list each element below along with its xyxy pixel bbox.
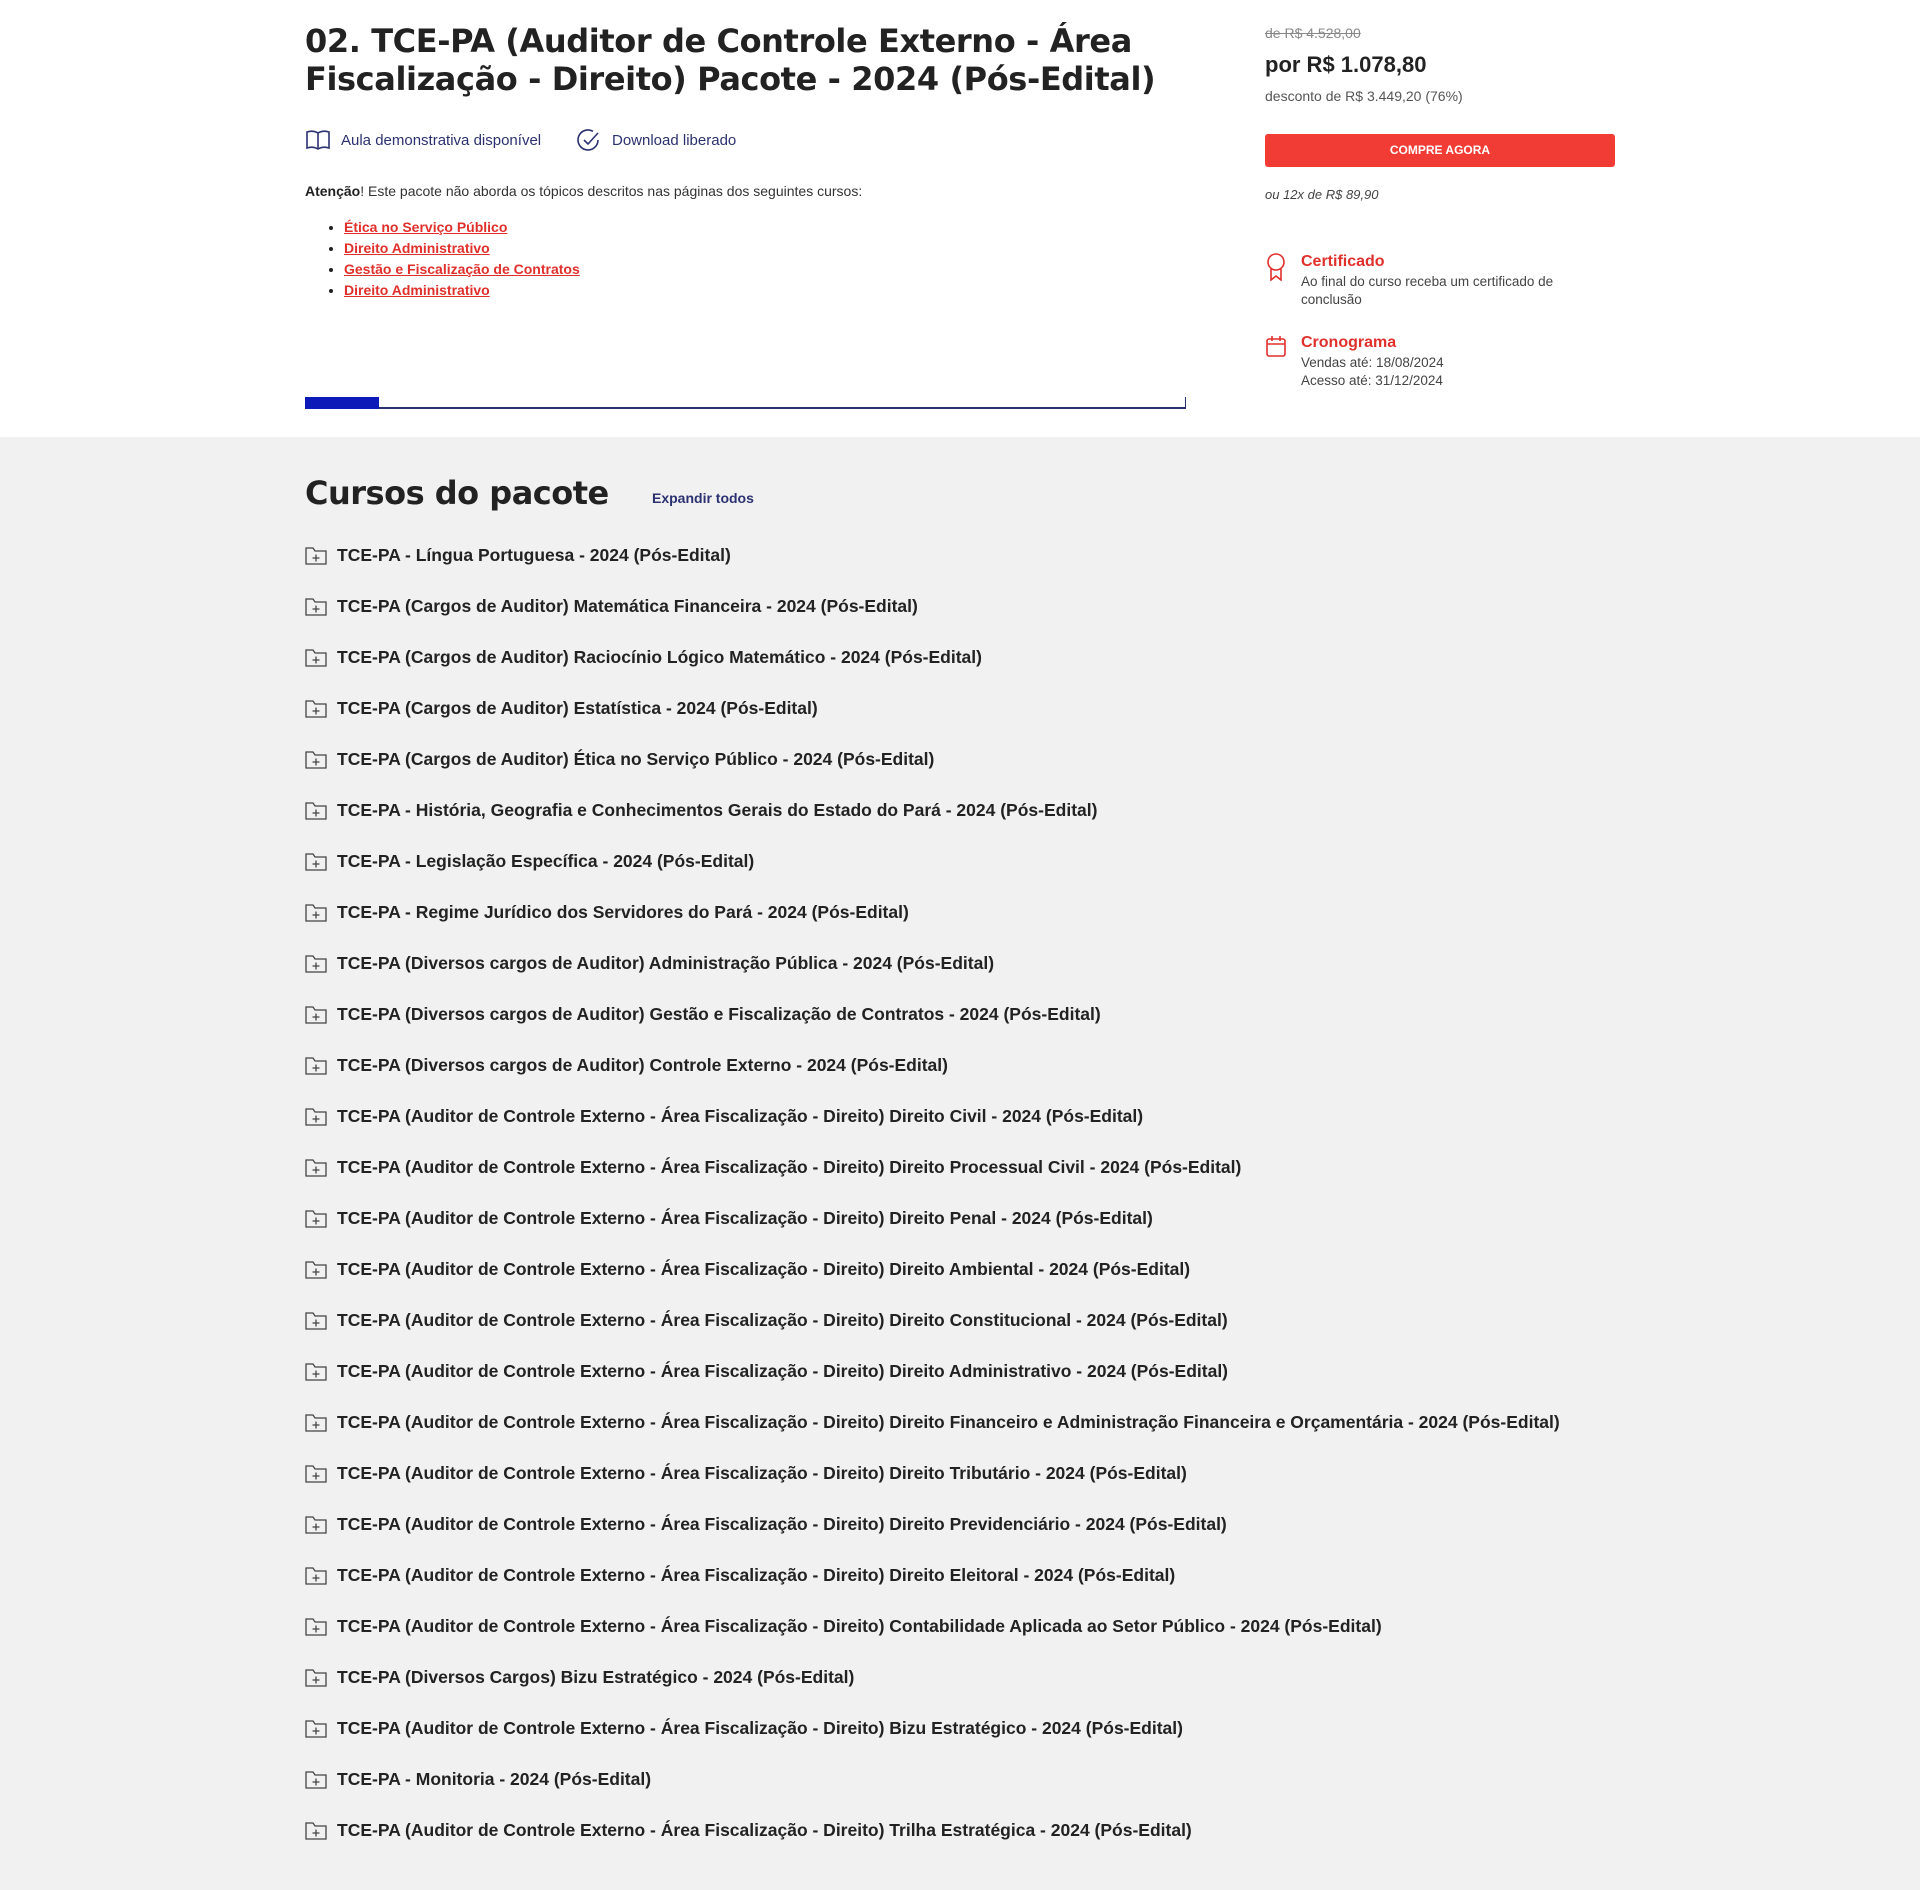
course-row[interactable] — [305, 632, 1615, 683]
folder-plus-icon — [305, 1107, 327, 1127]
folder-plus-icon — [305, 699, 327, 719]
course-row[interactable] — [305, 581, 1615, 632]
folder-plus-icon — [305, 750, 327, 770]
course-row[interactable] — [305, 785, 1615, 836]
excluded-course-item — [344, 238, 580, 259]
course-title: TCE-PA (Cargos de Auditor) Matemática Financeira - 2024 (Pós-Edital) — [337, 596, 918, 616]
folder-plus-icon — [305, 1260, 327, 1280]
schedule-info — [1265, 334, 1601, 390]
course-row[interactable] — [305, 1193, 1615, 1244]
course-title: TCE-PA - Monitoria - 2024 (Pós-Edital) — [337, 1769, 652, 1789]
course-row[interactable] — [305, 1703, 1615, 1754]
demo-available[interactable] — [305, 128, 541, 152]
folder-plus-icon — [305, 1566, 327, 1586]
course-title: TCE-PA - Legislação Específica - 2024 (Pós-Edital) — [337, 851, 755, 871]
download-available[interactable] — [576, 128, 736, 152]
folder-plus-icon — [305, 1821, 327, 1841]
old-price: de R$ 4.528,00 — [1265, 25, 1361, 41]
excluded-course-link[interactable]: Ética no Serviço Público — [344, 219, 508, 235]
attention-bold: Atenção — [305, 183, 361, 199]
folder-plus-icon — [305, 1056, 327, 1076]
course-row[interactable] — [305, 1499, 1615, 1550]
course-row[interactable] — [305, 887, 1615, 938]
folder-plus-icon — [305, 852, 327, 872]
course-title: TCE-PA (Cargos de Auditor) Estatística - 2024 (Pós-Edital) — [337, 698, 818, 718]
current-price: por R$ 1.078,80 — [1265, 52, 1427, 77]
folder-plus-icon — [305, 954, 327, 974]
course-title: TCE-PA (Auditor de Controle Externo - Área Fiscalização - Direito) Direito Civil - 2024 (Pós-Edital) — [337, 1106, 1144, 1126]
course-list — [305, 530, 1615, 1856]
course-title: TCE-PA (Auditor de Controle Externo - Área Fiscalização - Direito) Bizu Estratégico - 2024 (Pós-Edital) — [337, 1718, 1183, 1738]
course-row[interactable] — [305, 1550, 1615, 1601]
course-title: TCE-PA (Auditor de Controle Externo - Área Fiscalização - Direito) Direito Constitucional - 2024 (Pós-Edital) — [337, 1310, 1228, 1330]
certificate-desc: Ao final do curso receba um certificado de conclusão — [1301, 274, 1554, 307]
course-row[interactable] — [305, 734, 1615, 785]
attention-note — [305, 183, 862, 199]
excluded-course-link[interactable]: Direito Administrativo — [344, 282, 490, 298]
course-row[interactable] — [305, 989, 1615, 1040]
active-tab-indicator[interactable] — [305, 397, 379, 409]
course-row[interactable] — [305, 1754, 1615, 1805]
course-title: TCE-PA (Auditor de Controle Externo - Área Fiscalização - Direito) Direito Administrativo - 2024 (Pós-Edital) — [337, 1361, 1229, 1381]
tabs-bar — [305, 397, 1186, 409]
folder-plus-icon — [305, 801, 327, 821]
course-row[interactable] — [305, 836, 1615, 887]
excluded-course-link[interactable]: Gestão e Fiscalização de Contratos — [344, 261, 580, 277]
installments-text: ou 12x de R$ 89,90 — [1265, 187, 1379, 202]
course-row[interactable] — [305, 1040, 1615, 1091]
course-row[interactable] — [305, 530, 1615, 581]
excluded-courses-list — [326, 217, 580, 301]
calendar-icon — [1265, 334, 1287, 362]
folder-plus-icon — [305, 546, 327, 566]
course-row[interactable] — [305, 1142, 1615, 1193]
schedule-title: Cronograma — [1301, 334, 1397, 351]
folder-plus-icon — [305, 1005, 327, 1025]
course-row[interactable] — [305, 1448, 1615, 1499]
course-title: TCE-PA (Auditor de Controle Externo - Área Fiscalização - Direito) Contabilidade Aplicada ao Setor Público - 2024 (Pós-Edital) — [337, 1616, 1382, 1636]
course-row[interactable] — [305, 938, 1615, 989]
course-title: TCE-PA (Diversos cargos de Auditor) Gestão e Fiscalização de Contratos - 2024 (Pós-Edital) — [337, 1004, 1101, 1024]
open-book-icon — [305, 128, 331, 152]
course-row[interactable] — [305, 1805, 1615, 1856]
courses-section-title: Cursos do pacote — [305, 474, 609, 512]
course-title: TCE-PA - Língua Portuguesa - 2024 (Pós-Edital) — [337, 545, 731, 565]
folder-plus-icon — [305, 903, 327, 923]
course-title: TCE-PA - Regime Jurídico dos Servidores do Pará - 2024 (Pós-Edital) — [337, 902, 909, 922]
course-title: TCE-PA (Diversos cargos de Auditor) Administração Pública - 2024 (Pós-Edital) — [337, 953, 995, 973]
course-title: TCE-PA (Auditor de Controle Externo - Área Fiscalização - Direito) Trilha Estratégica - 2024 (Pós-Edital) — [337, 1820, 1192, 1840]
course-title: TCE-PA (Diversos cargos de Auditor) Controle Externo - 2024 (Pós-Edital) — [337, 1055, 948, 1075]
course-title: TCE-PA (Auditor de Controle Externo - Área Fiscalização - Direito) Direito Ambiental - 2024 (Pós-Edital) — [337, 1259, 1191, 1279]
course-title: TCE-PA (Diversos Cargos) Bizu Estratégico - 2024 (Pós-Edital) — [337, 1667, 855, 1687]
course-title: TCE-PA (Cargos de Auditor) Ética no Serviço Público - 2024 (Pós-Edital) — [337, 749, 935, 769]
course-title: TCE-PA (Auditor de Controle Externo - Área Fiscalização - Direito) Direito Processual Civil - 2024 (Pós-Edital) — [337, 1157, 1242, 1177]
folder-plus-icon — [305, 1464, 327, 1484]
expand-all-link[interactable]: Expandir todos — [652, 490, 754, 506]
attention-text: ! Este pacote não aborda os tópicos descritos nas páginas dos seguintes cursos: — [360, 183, 863, 199]
course-row[interactable] — [305, 1652, 1615, 1703]
page-title: 02. TCE-PA (Auditor de Controle Externo - Área Fiscalização - Direito) Pacote - 2024 (Pós-Edital) — [305, 22, 1156, 98]
award-ribbon-icon — [1265, 253, 1287, 281]
folder-plus-icon — [305, 1311, 327, 1331]
download-label: Download liberado — [612, 131, 737, 149]
course-title: TCE-PA - História, Geografia e Conhecimentos Gerais do Estado do Pará - 2024 (Pós-Edital) — [337, 800, 1098, 820]
demo-label: Aula demonstrativa disponível — [341, 131, 542, 149]
folder-plus-icon — [305, 1770, 327, 1790]
course-row[interactable] — [305, 683, 1615, 734]
buy-now-button[interactable]: COMPRE AGORA — [1265, 134, 1615, 167]
folder-plus-icon — [305, 1209, 327, 1229]
excluded-course-item — [344, 259, 580, 280]
course-title: TCE-PA (Auditor de Controle Externo - Área Fiscalização - Direito) Direito Previdenciário - 2024 (Pós-Edital) — [337, 1514, 1227, 1534]
discount-text: desconto de R$ 3.449,20 (76%) — [1265, 88, 1463, 104]
course-title: TCE-PA (Auditor de Controle Externo - Área Fiscalização - Direito) Direito Tributário - 2024 (Pós-Edital) — [337, 1463, 1187, 1483]
folder-plus-icon — [305, 1158, 327, 1178]
folder-plus-icon — [305, 1668, 327, 1688]
course-title: TCE-PA (Auditor de Controle Externo - Área Fiscalização - Direito) Direito Financeiro e Administração Financeira e Orçamentária - 2024 (Pós-Edital) — [337, 1412, 1560, 1432]
check-circle-icon — [576, 128, 602, 152]
schedule-sales: Vendas até: 18/08/2024 — [1301, 355, 1444, 370]
certificate-info — [1265, 253, 1601, 309]
course-title: TCE-PA (Auditor de Controle Externo - Área Fiscalização - Direito) Direito Penal - 2024 (Pós-Edital) — [337, 1208, 1153, 1228]
folder-plus-icon — [305, 1617, 327, 1637]
folder-plus-icon — [305, 1719, 327, 1739]
folder-plus-icon — [305, 1515, 327, 1535]
course-title: TCE-PA (Cargos de Auditor) Raciocínio Lógico Matemático - 2024 (Pós-Edital) — [337, 647, 982, 667]
course-row[interactable] — [305, 1295, 1615, 1346]
folder-plus-icon — [305, 597, 327, 617]
folder-plus-icon — [305, 1362, 327, 1382]
schedule-access: Acesso até: 31/12/2024 — [1301, 373, 1443, 388]
course-row[interactable] — [305, 1346, 1615, 1397]
course-row[interactable] — [305, 1244, 1615, 1295]
excluded-course-item — [344, 217, 580, 238]
course-row[interactable] — [305, 1091, 1615, 1142]
course-row[interactable] — [305, 1397, 1615, 1448]
certificate-title: Certificado — [1301, 253, 1385, 270]
folder-plus-icon — [305, 648, 327, 668]
excluded-course-link[interactable]: Direito Administrativo — [344, 240, 490, 256]
excluded-course-item — [344, 280, 580, 301]
folder-plus-icon — [305, 1413, 327, 1433]
course-title: TCE-PA (Auditor de Controle Externo - Área Fiscalização - Direito) Direito Eleitoral - 2024 (Pós-Edital) — [337, 1565, 1176, 1585]
course-row[interactable] — [305, 1601, 1615, 1652]
